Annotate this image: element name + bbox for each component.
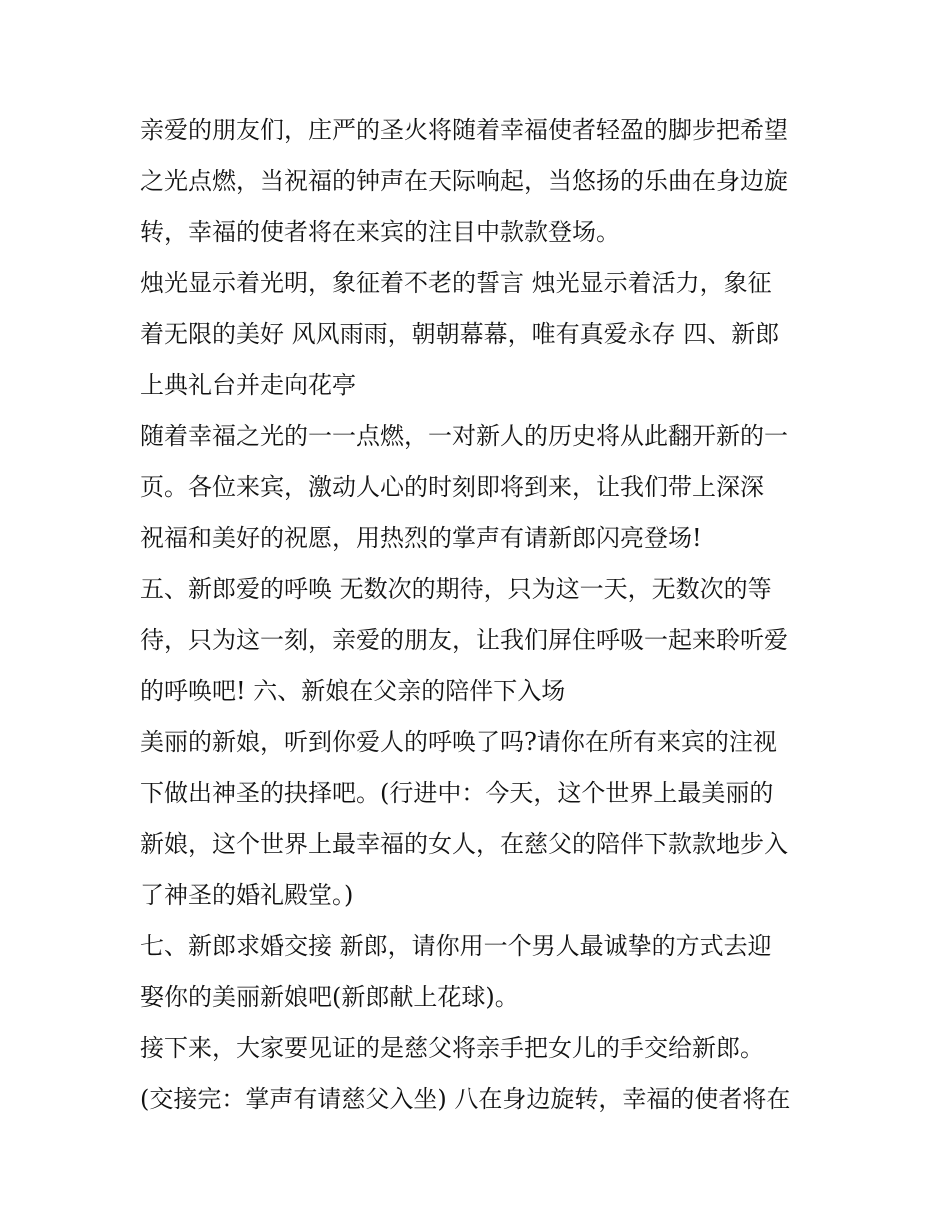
text-line: (交接完：掌声有请慈父入坐) 八在身边旋转，幸福的使者将在 (140, 1085, 791, 1113)
text-line: 的呼唤吧! 六、新娘在父亲的陪伴下入场 (140, 677, 566, 705)
text-line: 新娘，这个世界上最幸福的女人，在慈父的陪伴下款款地步入 (140, 830, 788, 858)
text-line: 烛光显示着光明，象征着不老的誓言 烛光显示着活力，象征 (140, 269, 772, 297)
text-line: 上典礼台并走向花亭 (140, 371, 356, 399)
text-line: 美丽的新娘，听到你爱人的呼唤了吗?请你在所有来宾的注视 (140, 728, 777, 756)
text-line: 娶你的美丽新娘吧(新郎献上花球)。 (140, 983, 519, 1011)
text-line: 之光点燃，当祝福的钟声在天际响起，当悠扬的乐曲在身边旋 (140, 167, 788, 195)
text-line: 亲爱的朋友们，庄严的圣火将随着幸福使者轻盈的脚步把希望 (140, 116, 788, 144)
text-line: 页。各位来宾，激动人心的时刻即将到来，让我们带上深深 (140, 473, 764, 501)
text-line: 待，只为这一刻，亲爱的朋友，让我们屏住呼吸一起来聆听爱 (140, 626, 788, 654)
text-line: 祝福和美好的祝愿，用热烈的掌声有请新郎闪亮登场! (140, 524, 702, 552)
text-line: 着无限的美好 风风雨雨，朝朝幕幕，唯有真爱永存 四、新郎 (140, 320, 780, 348)
text-line: 五、新郎爱的呼唤 无数次的期待，只为这一天，无数次的等 (140, 575, 772, 603)
text-line: 随着幸福之光的一一点燃，一对新人的历史将从此翻开新的一 (140, 422, 788, 450)
text-line: 下做出神圣的抉择吧。(行进中：今天，这个世界上最美丽的 (140, 779, 774, 807)
text-line: 七、新郎求婚交接 新郎，请你用一个男人最诚挚的方式去迎 (140, 932, 772, 960)
text-line: 接下来，大家要见证的是慈父将亲手把女儿的手交给新郎。 (140, 1034, 764, 1062)
document-body (140, 105, 820, 1125)
text-line: 了神圣的婚礼殿堂。) (140, 881, 354, 909)
text-line: 转，幸福的使者将在来宾的注目中款款登场。 (140, 218, 620, 246)
